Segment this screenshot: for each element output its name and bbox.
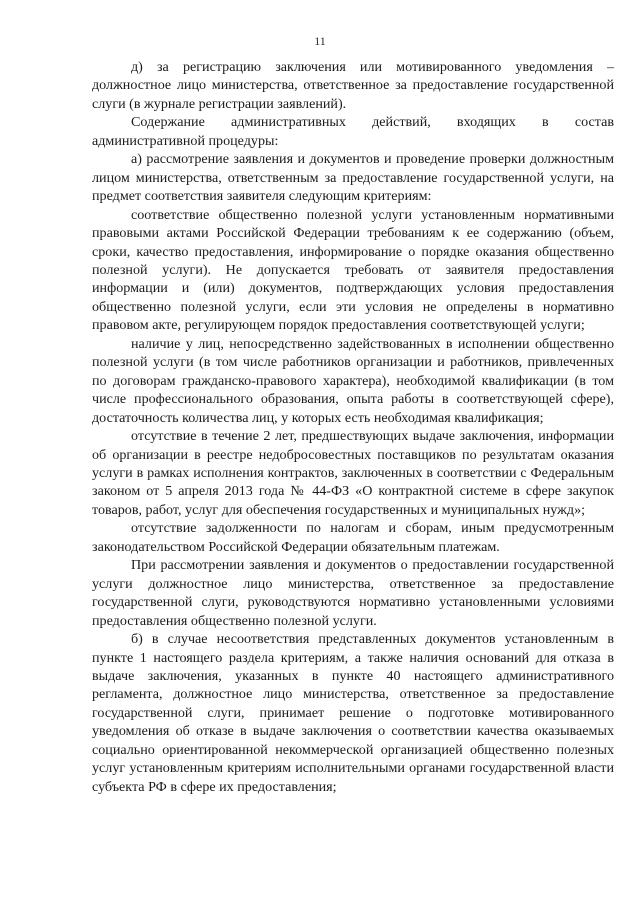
page-number: 11: [314, 34, 326, 48]
paragraph-item-b: б) в случае несоответствия представленных документов установленным в пункте 1 настоящего раздела критериям, а также наличия оснований для отказа в выдаче заключения, указанных в пункте 40 настоящего административного регламента, должностное лицо министерства, ответственное за предоставление государственной слуги, принимает решение о подготовке мотивированного уведомления об отказе в выдаче заключения о соответствии качества оказываемых социально ориентированной некоммерческой организацией общественно полезных услуг установленным критериям исполнительными органами государственной власти субъекта РФ в сфере их предоставления;: [92, 631, 614, 795]
paragraph-criterion-registry: отсутствие в течение 2 лет, предшествующих выдаче заключения, информации об организации в реестре недобросовестных поставщиков по результатам оказания услуги в рамках исполнения контрактов, заключенных в соответствии с Федеральным законом от 5 апреля 2013 года № 44-ФЗ «О контрактной системе в сфере закупок товаров, работ, услуг для обеспечения государственных и муниципальных нужд»;: [92, 428, 614, 518]
paragraph-criterion-qualification: наличие у лиц, непосредственно задействованных в исполнении общественно полезной услуги (в том числе работников организации и работников, привлеченных по договорам гражданско-правового характера), необходимой квалификации (в том числе профессионального образования, опыта работы в соответствующей сфере), достаточность количества лиц, у которых есть необходимая квалификация;: [92, 335, 614, 426]
paragraph-review-guidance: При рассмотрении заявления и документов о предоставлении государственной услуги должностное лицо министерства, ответственное за предоставление государственной слуги, руководствуются нормативно установленными условиями предоставления общественно полезной услуги.: [92, 557, 614, 629]
document-body: [92, 58, 614, 796]
paragraph-criterion-taxes: отсутствие задолженности по налогам и сборам, иным предусмотренным законодательством Российской Федерации обязательным платежам.: [92, 520, 614, 555]
paragraph-registration: д) за регистрацию заключения или мотивированного уведомления – должностное лицо министерства, ответственное за предоставление государственной слуги (в журнале регистрации заявлений).: [92, 59, 614, 112]
paragraph-criterion-compliance: соответствие общественно полезной услуги установленным нормативными правовыми актами Российской Федерации требованиям к ее содержанию (объем, сроки, качество предоставления, информирование о порядке оказания общественно полезной услуги). Не допускается требовать от заявителя предоставления информации и (или) документов, подтверждающих условия предоставления общественно полезной услуги, если эти условия не определены в нормативно правовом акте, регулирующем порядок предоставления соответствующей услуги;: [92, 206, 614, 334]
paragraph-content-intro: Содержание административных действий, входящих в состав административной процедуры:: [92, 114, 614, 149]
paragraph-item-a: а) рассмотрение заявления и документов и проведение проверки должностным лицом министерства, ответственным за предоставление государственной услуги, на предмет соответствия заявителя следующим критериям:: [92, 151, 614, 205]
